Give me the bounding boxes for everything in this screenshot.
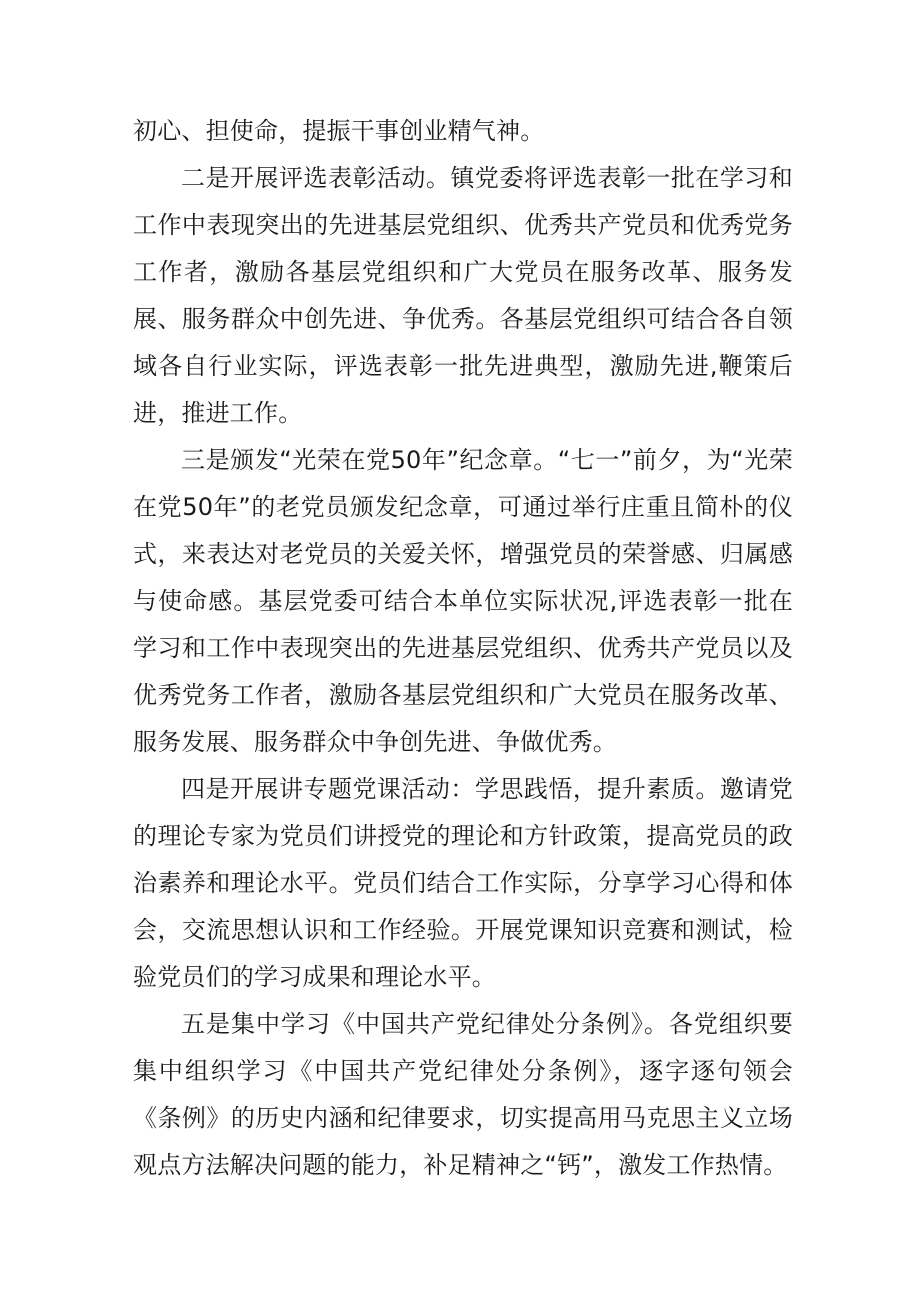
paragraph-continuation: 初心、担使命，提振干事创业精气神。 — [133, 117, 545, 145]
document-body — [133, 108, 793, 1189]
paragraph-awards: 二是开展评选表彰活动。镇党委将评选表彰一批在学习和工作中表现突出的先进基层党组织、优秀共产党员和优秀党务工作者，激励各基层党组织和广大党员在服务改革、服务发展、服务群众中创先进、争优秀。各基层党组织可结合各自领域各自行业实际，评选表彰一批先进典型，激励先进,鞭策后进，推进工作。 — [133, 164, 793, 427]
paragraph-discipline-study: 五是集中学习《中国共产党纪律处分条例》。各党组织要集中组织学习《中国共产党纪律处分条例》，逐字逐句领会《条例》的历史内涵和纪律要求，切实提高用马克思主义立场观点方法解决问题的能力，补足精神之“钙”，激发工作热情。 — [133, 1010, 793, 1179]
paragraph-commemorative-medal: 三是颁发“光荣在党50年”纪念章。“七一”前夕，为“光荣在党50年”的老党员颁发纪念章，可通过举行庄重且简朴的仪式，来表达对老党员的关爱关怀，增强党员的荣誉感、归属感与使命感。基层党委可结合本单位实际状况,评选表彰一批在学习和工作中表现突出的先进基层党组织、优秀共产党员以及优秀党务工作者，激励各基层党组织和广大党员在服务改革、服务发展、服务群众中争创先进、争做优秀。 — [133, 446, 793, 756]
paragraph-party-lecture: 四是开展讲专题党课活动：学思践悟，提升素质。邀请党的理论专家为党员们讲授党的理论和方针政策，提高党员的政治素养和理论水平。党员们结合工作实际，分享学习心得和体会，交流思想认识和工作经验。开展党课知识竞赛和测试，检验党员们的学习成果和理论水平。 — [133, 775, 793, 991]
